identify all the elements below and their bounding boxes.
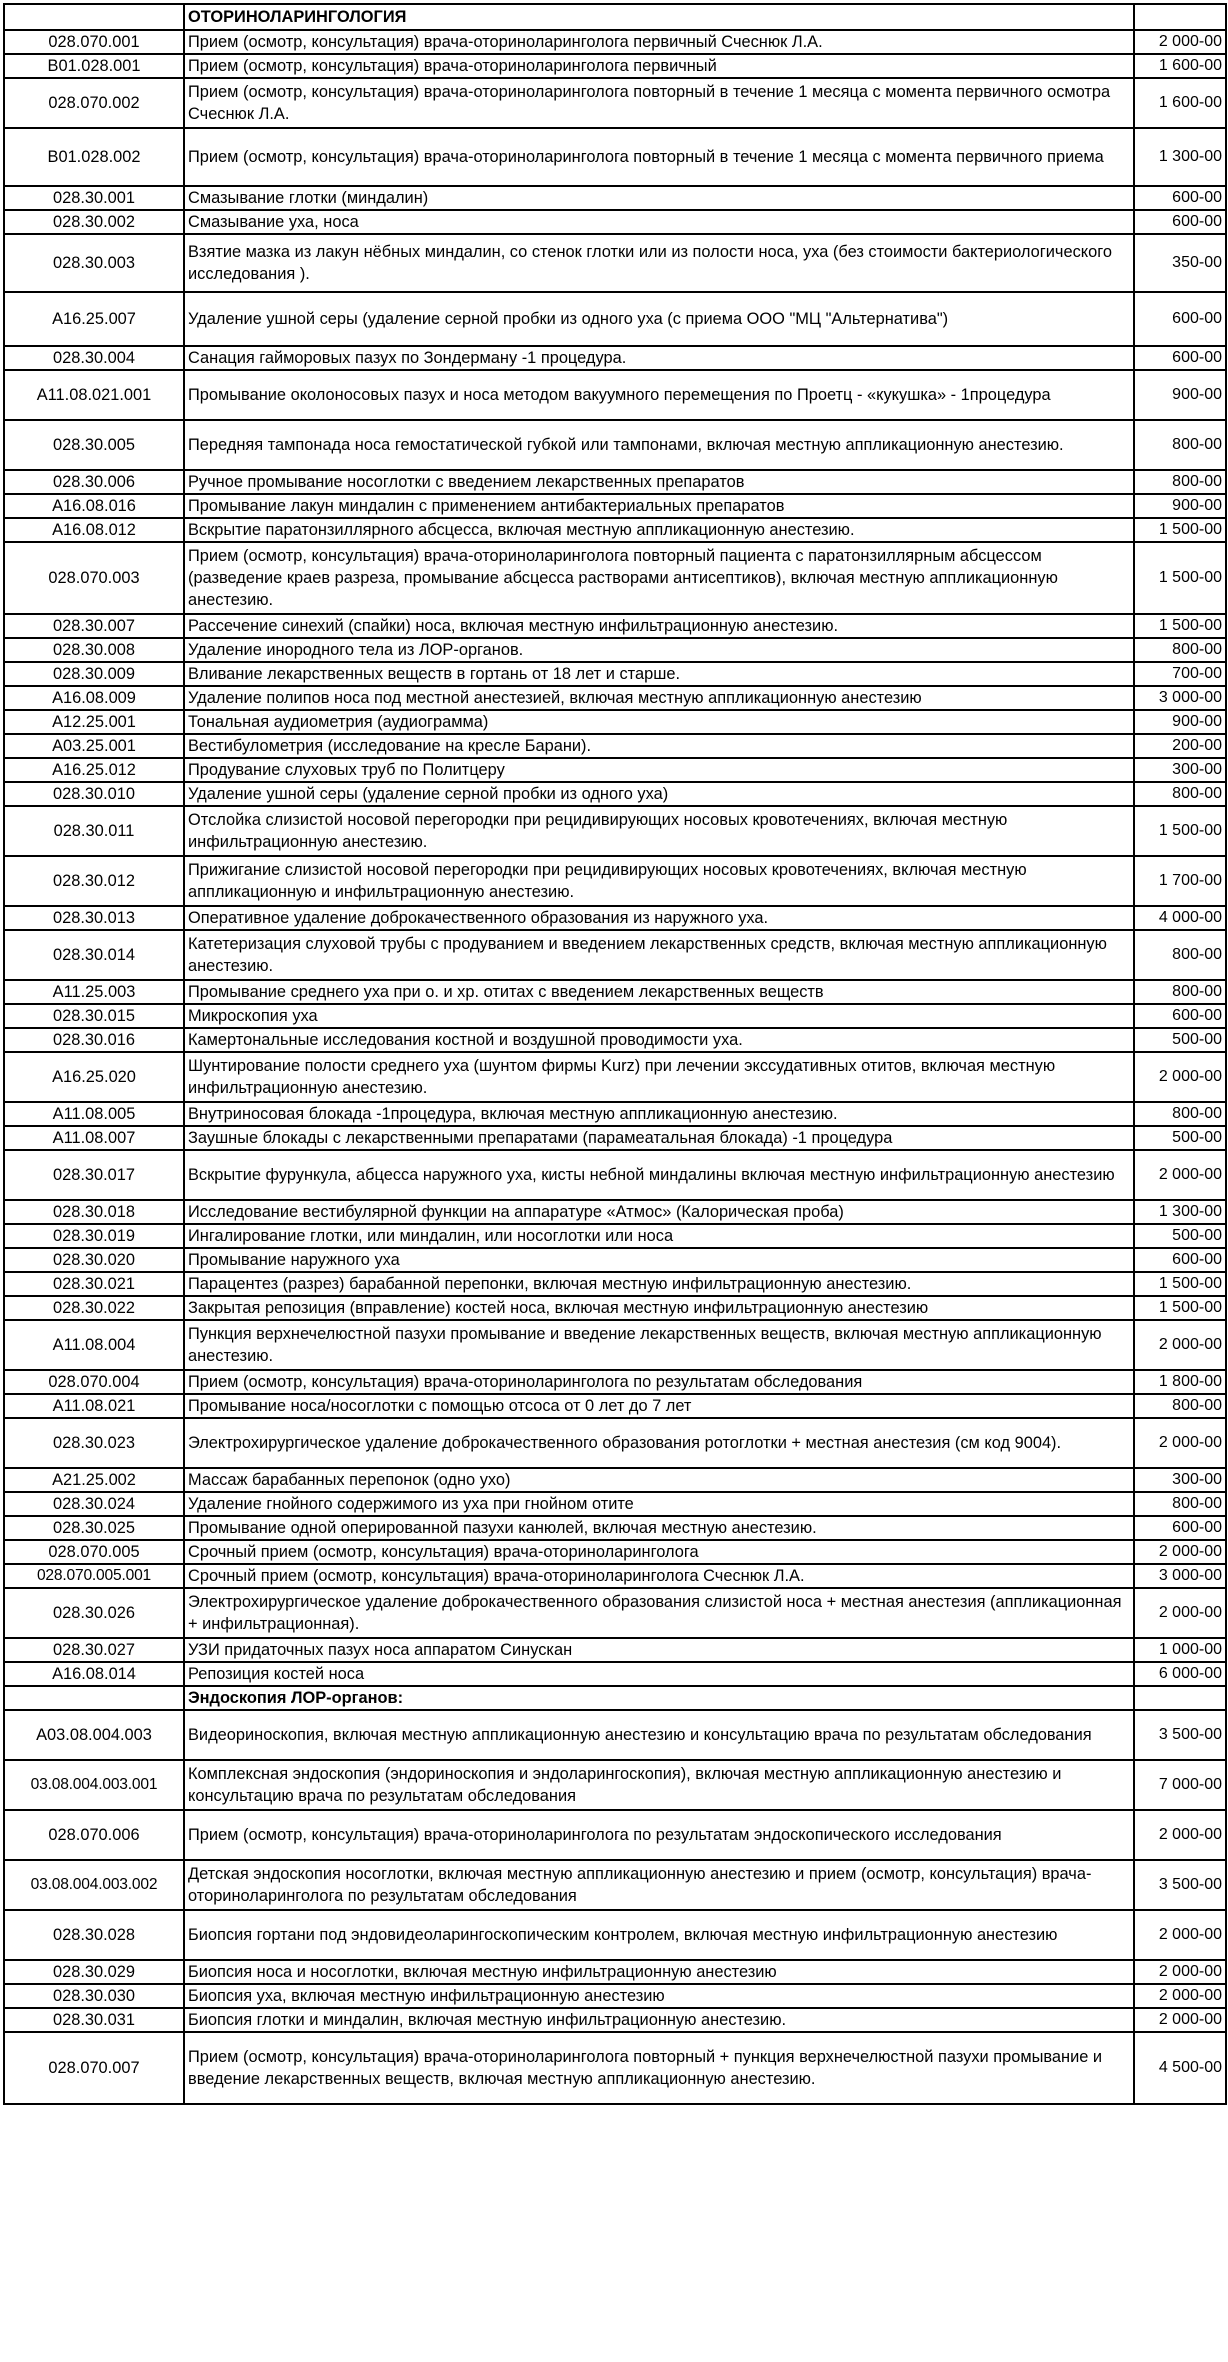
service-name: Массаж барабанных перепонок (одно ухо) [184, 1468, 1134, 1492]
service-name: Ингалирование глотки, или миндалин, или носоглотки или носа [184, 1224, 1134, 1248]
service-name: Удаление ушной серы (удаление серной пробки из одного уха) [184, 782, 1134, 806]
service-code: 03.08.004.003.002 [4, 1860, 184, 1910]
service-name: Камертональные исследования костной и воздушной проводимости уха. [184, 1028, 1134, 1052]
section-price-cell [1134, 1686, 1226, 1710]
price-list-body [4, 4, 1226, 2104]
service-price: 300-00 [1134, 758, 1226, 782]
service-code: 028.070.005.001 [4, 1564, 184, 1588]
service-row [4, 806, 1226, 856]
service-code: A11.08.004 [4, 1320, 184, 1370]
service-price: 3 500-00 [1134, 1710, 1226, 1760]
service-row [4, 292, 1226, 346]
service-name: Биопсия носа и носоглотки, включая местную инфильтрационную анестезию [184, 1960, 1134, 1984]
service-name: Прием (осмотр, консультация) врача-оториноларинголога повторный пациента с паратонзиллярным абсцессом (разведение краев разреза, промывание абсцесса растворами антисептиков), включая местную аппликационную анестезию. [184, 542, 1134, 614]
service-code: A16.08.014 [4, 1662, 184, 1686]
service-code: 028.30.020 [4, 1248, 184, 1272]
service-code: 028.30.029 [4, 1960, 184, 1984]
service-name: Электрохирургическое удаление доброкачественного образования ротоглотки + местная анестезия (см код 9004). [184, 1418, 1134, 1468]
service-name: Репозиция костей носа [184, 1662, 1134, 1686]
service-code: 028.30.031 [4, 2008, 184, 2032]
service-code: 028.30.016 [4, 1028, 184, 1052]
service-row [4, 1516, 1226, 1540]
service-price: 1 500-00 [1134, 518, 1226, 542]
service-row [4, 1272, 1226, 1296]
section-code-cell [4, 1686, 184, 1710]
service-price: 600-00 [1134, 292, 1226, 346]
service-name: УЗИ придаточных пазух носа аппаратом Синускан [184, 1638, 1134, 1662]
service-name: Электрохирургическое удаление доброкачественного образования слизистой носа + местная анестезия (аппликационная + инфильтрационная). [184, 1588, 1134, 1638]
service-code: 028.070.001 [4, 30, 184, 54]
service-name: Прием (осмотр, консультация) врача-оториноларинголога повторный + пункция верхнечелюстной пазухи промывание и введение лекарственных веществ, включая местную аппликационную анестезию. [184, 2032, 1134, 2104]
service-name: Промывание лакун миндалин с применением антибактериальных препаратов [184, 494, 1134, 518]
service-price: 2 000-00 [1134, 1960, 1226, 1984]
section-header-row [4, 4, 1226, 30]
service-name: Прием (осмотр, консультация) врача-оториноларинголога первичный Счеснюк Л.А. [184, 30, 1134, 54]
service-code: A16.25.020 [4, 1052, 184, 1102]
section-title: ОТОРИНОЛАРИНГОЛОГИЯ [184, 4, 1134, 30]
price-list-table [3, 3, 1227, 2105]
service-price: 600-00 [1134, 1516, 1226, 1540]
service-name: Прием (осмотр, консультация) врача-оториноларинголога по результатам обследования [184, 1370, 1134, 1394]
service-row [4, 856, 1226, 906]
service-name: Промывание одной оперированной пазухи канюлей, включая местную анестезию. [184, 1516, 1134, 1540]
service-name: Прием (осмотр, консультация) врача-оториноларинголога повторный в течение 1 месяца с момента первичного приема [184, 128, 1134, 186]
service-code: A12.25.001 [4, 710, 184, 734]
service-code: 028.30.021 [4, 1272, 184, 1296]
service-name: Промывание наружного уха [184, 1248, 1134, 1272]
service-price: 1 500-00 [1134, 542, 1226, 614]
service-code: A16.25.012 [4, 758, 184, 782]
service-row [4, 1394, 1226, 1418]
service-row [4, 1710, 1226, 1760]
service-row [4, 1910, 1226, 1960]
service-code: 028.30.008 [4, 638, 184, 662]
service-row [4, 1370, 1226, 1394]
service-price: 600-00 [1134, 1004, 1226, 1028]
service-code: 028.30.028 [4, 1910, 184, 1960]
service-price: 4 500-00 [1134, 2032, 1226, 2104]
service-name: Вливание лекарственных веществ в гортань от 18 лет и старше. [184, 662, 1134, 686]
service-name: Взятие мазка из лакун нёбных миндалин, со стенок глотки или из полости носа, уха (без стоимости бактериологического исследования ). [184, 234, 1134, 292]
service-code: A21.25.002 [4, 1468, 184, 1492]
service-code: 028.30.009 [4, 662, 184, 686]
service-name: Срочный прием (осмотр, консультация) врача-оториноларинголога Счеснюк Л.А. [184, 1564, 1134, 1588]
service-price: 600-00 [1134, 210, 1226, 234]
service-row [4, 370, 1226, 420]
service-price: 7 000-00 [1134, 1760, 1226, 1810]
service-row [4, 1492, 1226, 1516]
service-row [4, 1028, 1226, 1052]
service-name: Закрытая репозиция (вправление) костей носа, включая местную инфильтрационную анестезию [184, 1296, 1134, 1320]
service-row [4, 2032, 1226, 2104]
service-code: 028.30.002 [4, 210, 184, 234]
service-name: Оперативное удаление доброкачественного образования из наружного уха. [184, 906, 1134, 930]
section-price-cell [1134, 4, 1226, 30]
service-row [4, 1150, 1226, 1200]
service-row [4, 1588, 1226, 1638]
service-name: Прием (осмотр, консультация) врача-оториноларинголога повторный в течение 1 месяца с момента первичного осмотра Счеснюк Л.А. [184, 78, 1134, 128]
service-name: Удаление полипов носа под местной анестезией, включая местную аппликационную анестезию [184, 686, 1134, 710]
service-price: 900-00 [1134, 370, 1226, 420]
service-name: Пункция верхнечелюстной пазухи промывание и введение лекарственных веществ, включая местную аппликационную анестезию. [184, 1320, 1134, 1370]
service-code: 028.30.013 [4, 906, 184, 930]
service-price: 700-00 [1134, 662, 1226, 686]
service-row [4, 234, 1226, 292]
service-price: 1 500-00 [1134, 614, 1226, 638]
service-price: 2 000-00 [1134, 1418, 1226, 1468]
service-price: 600-00 [1134, 1248, 1226, 1272]
service-row [4, 1126, 1226, 1150]
service-row [4, 1418, 1226, 1468]
service-price: 1 800-00 [1134, 1370, 1226, 1394]
service-row [4, 1468, 1226, 1492]
service-price: 2 000-00 [1134, 2008, 1226, 2032]
service-name: Прижигание слизистой носовой перегородки при рецидивирующих носовых кровотечениях, включая местную аппликационную и инфильтрационную анестезию. [184, 856, 1134, 906]
service-price: 500-00 [1134, 1028, 1226, 1052]
service-price: 2 000-00 [1134, 1052, 1226, 1102]
service-row [4, 686, 1226, 710]
service-price: 800-00 [1134, 638, 1226, 662]
service-row [4, 980, 1226, 1004]
service-name: Рассечение синехий (спайки) носа, включая местную инфильтрационную анестезию. [184, 614, 1134, 638]
service-code: 028.30.027 [4, 1638, 184, 1662]
price-list-sheet [3, 3, 1225, 2105]
service-code: 028.070.006 [4, 1810, 184, 1860]
service-code: 028.070.007 [4, 2032, 184, 2104]
service-row [4, 1052, 1226, 1102]
service-row [4, 1004, 1226, 1028]
service-name: Исследование вестибулярной функции на аппаратуре «Атмос» (Калорическая проба) [184, 1200, 1134, 1224]
service-name: Прием (осмотр, консультация) врача-оториноларинголога по результатам эндоскопического исследования [184, 1810, 1134, 1860]
service-price: 1 000-00 [1134, 1638, 1226, 1662]
service-row [4, 1760, 1226, 1810]
service-name: Внутриносовая блокада -1процедура, включая местную аппликационную анестезию. [184, 1102, 1134, 1126]
service-code: 028.30.015 [4, 1004, 184, 1028]
service-price: 2 000-00 [1134, 1910, 1226, 1960]
service-price: 500-00 [1134, 1126, 1226, 1150]
service-code: 028.30.007 [4, 614, 184, 638]
service-price: 800-00 [1134, 1102, 1226, 1126]
service-code: A11.25.003 [4, 980, 184, 1004]
service-price: 1 500-00 [1134, 1296, 1226, 1320]
service-code: 028.30.003 [4, 234, 184, 292]
service-price: 1 600-00 [1134, 78, 1226, 128]
service-code: A11.08.021 [4, 1394, 184, 1418]
service-code: 028.30.010 [4, 782, 184, 806]
service-price: 900-00 [1134, 710, 1226, 734]
service-row [4, 614, 1226, 638]
service-row [4, 1102, 1226, 1126]
service-code: 028.30.001 [4, 186, 184, 210]
service-name: Тональная аудиометрия (аудиограмма) [184, 710, 1134, 734]
service-price: 1 300-00 [1134, 1200, 1226, 1224]
service-name: Смазывание глотки (миндалин) [184, 186, 1134, 210]
service-code: 028.30.014 [4, 930, 184, 980]
service-name: Заушные блокады с лекарственными препаратами (парамеатальная блокада) -1 процедура [184, 1126, 1134, 1150]
service-row [4, 1984, 1226, 2008]
service-name: Удаление гнойного содержимого из уха при гнойном отите [184, 1492, 1134, 1516]
service-row [4, 542, 1226, 614]
service-price: 200-00 [1134, 734, 1226, 758]
service-row [4, 1564, 1226, 1588]
service-price: 1 500-00 [1134, 1272, 1226, 1296]
service-code: A16.08.009 [4, 686, 184, 710]
service-code: A16.25.007 [4, 292, 184, 346]
service-name: Санация гайморовых пазух по Зондерману -1 процедура. [184, 346, 1134, 370]
service-price: 3 500-00 [1134, 1860, 1226, 1910]
service-price: 1 500-00 [1134, 806, 1226, 856]
service-code: A03.25.001 [4, 734, 184, 758]
service-price: 1 300-00 [1134, 128, 1226, 186]
service-code: A11.08.005 [4, 1102, 184, 1126]
service-name: Вскрытие фурункула, абцесса наружного уха, кисты небной миндалины включая местную инфильтрационную анестезию [184, 1150, 1134, 1200]
service-name: Видеориноскопия, включая местную аппликационную анестезию и консультацию врача по результатам обследования [184, 1710, 1134, 1760]
service-price: 800-00 [1134, 782, 1226, 806]
service-row [4, 54, 1226, 78]
service-price: 800-00 [1134, 470, 1226, 494]
service-row [4, 1224, 1226, 1248]
service-row [4, 1320, 1226, 1370]
service-code: 028.30.011 [4, 806, 184, 856]
service-name: Промывание околоносовых пазух и носа методом вакуумного перемещения по Проетц - «кукушка» - 1процедура [184, 370, 1134, 420]
service-name: Ручное промывание носоглотки с введением лекарственных препаратов [184, 470, 1134, 494]
service-row [4, 662, 1226, 686]
service-code: 028.070.005 [4, 1540, 184, 1564]
service-price: 800-00 [1134, 980, 1226, 1004]
section-title: Эндоскопия ЛОР-органов: [184, 1686, 1134, 1710]
service-row [4, 1248, 1226, 1272]
service-code: A16.08.012 [4, 518, 184, 542]
service-row [4, 710, 1226, 734]
service-code: 03.08.004.003.001 [4, 1760, 184, 1810]
service-name: Удаление ушной серы (удаление серной пробки из одного уха (с приема ООО "МЦ "Альтернатива") [184, 292, 1134, 346]
service-code: 028.30.026 [4, 1588, 184, 1638]
service-code: 028.30.030 [4, 1984, 184, 2008]
service-price: 2 000-00 [1134, 30, 1226, 54]
service-price: 600-00 [1134, 346, 1226, 370]
service-row [4, 758, 1226, 782]
service-code: B01.028.001 [4, 54, 184, 78]
service-name: Прием (осмотр, консультация) врача-оториноларинголога первичный [184, 54, 1134, 78]
service-price: 800-00 [1134, 1394, 1226, 1418]
service-row [4, 1200, 1226, 1224]
service-row [4, 1662, 1226, 1686]
service-price: 500-00 [1134, 1224, 1226, 1248]
service-row [4, 186, 1226, 210]
service-row [4, 210, 1226, 234]
service-name: Биопсия уха, включая местную инфильтрационную анестезию [184, 1984, 1134, 2008]
service-name: Промывание носа/носоглотки с помощью отсоса от 0 лет до 7 лет [184, 1394, 1134, 1418]
service-row [4, 1296, 1226, 1320]
service-price: 6 000-00 [1134, 1662, 1226, 1686]
service-row [4, 1810, 1226, 1860]
section-header-row [4, 1686, 1226, 1710]
service-row [4, 2008, 1226, 2032]
service-code: 028.070.003 [4, 542, 184, 614]
service-code: 028.30.019 [4, 1224, 184, 1248]
service-row [4, 128, 1226, 186]
service-code: 028.30.023 [4, 1418, 184, 1468]
service-code: 028.30.024 [4, 1492, 184, 1516]
service-price: 800-00 [1134, 930, 1226, 980]
service-price: 800-00 [1134, 1492, 1226, 1516]
service-name: Детская эндоскопия носоглотки, включая местную аппликационную анестезию и прием (осмотр, консультация) врача-оториноларинголога по результатам обследования [184, 1860, 1134, 1910]
service-price: 3 000-00 [1134, 1564, 1226, 1588]
service-name: Парацентез (разрез) барабанной перепонки, включая местную инфильтрационную анестезию. [184, 1272, 1134, 1296]
service-code: 028.070.004 [4, 1370, 184, 1394]
service-row [4, 1860, 1226, 1910]
service-code: A11.08.021.001 [4, 370, 184, 420]
service-code: 028.30.025 [4, 1516, 184, 1540]
service-price: 600-00 [1134, 186, 1226, 210]
service-price: 2 000-00 [1134, 1320, 1226, 1370]
service-name: Катетеризация слуховой трубы с продуванием и введением лекарственных средств, включая местную аппликационную анестезию. [184, 930, 1134, 980]
service-name: Микроскопия уха [184, 1004, 1134, 1028]
service-name: Вестибулометрия (исследование на кресле Барани). [184, 734, 1134, 758]
service-price: 2 000-00 [1134, 1588, 1226, 1638]
service-name: Удаление инородного тела из ЛОР-органов. [184, 638, 1134, 662]
service-price: 300-00 [1134, 1468, 1226, 1492]
service-row [4, 1540, 1226, 1564]
service-row [4, 638, 1226, 662]
service-row [4, 470, 1226, 494]
service-row [4, 346, 1226, 370]
service-row [4, 518, 1226, 542]
service-row [4, 734, 1226, 758]
service-name: Комплексная эндоскопия (эндориноскопия и эндоларингоскопия), включая местную аппликационную анестезию и консультацию врача по результатам обследования [184, 1760, 1134, 1810]
service-code: 028.30.022 [4, 1296, 184, 1320]
service-name: Продувание слуховых труб по Политцеру [184, 758, 1134, 782]
service-row [4, 782, 1226, 806]
service-name: Промывание среднего уха при о. и хр. отитах с введением лекарственных веществ [184, 980, 1134, 1004]
section-code-cell [4, 4, 184, 30]
service-row [4, 30, 1226, 54]
service-name: Биопсия глотки и миндалин, включая местную инфильтрационную анестезию. [184, 2008, 1134, 2032]
service-price: 2 000-00 [1134, 1810, 1226, 1860]
service-row [4, 78, 1226, 128]
service-row [4, 1960, 1226, 1984]
service-row [4, 1638, 1226, 1662]
service-code: 028.30.018 [4, 1200, 184, 1224]
service-price: 900-00 [1134, 494, 1226, 518]
service-row [4, 906, 1226, 930]
service-price: 1 700-00 [1134, 856, 1226, 906]
service-code: A16.08.016 [4, 494, 184, 518]
service-code: 028.070.002 [4, 78, 184, 128]
service-price: 350-00 [1134, 234, 1226, 292]
service-row [4, 494, 1226, 518]
service-row [4, 420, 1226, 470]
service-code: A11.08.007 [4, 1126, 184, 1150]
service-code: 028.30.005 [4, 420, 184, 470]
service-price: 4 000-00 [1134, 906, 1226, 930]
service-price: 1 600-00 [1134, 54, 1226, 78]
service-row [4, 930, 1226, 980]
service-code: 028.30.012 [4, 856, 184, 906]
service-name: Биопсия гортани под эндовидеоларингоскопическим контролем, включая местную инфильтрационную анестезию [184, 1910, 1134, 1960]
service-code: 028.30.006 [4, 470, 184, 494]
service-price: 2 000-00 [1134, 1150, 1226, 1200]
service-name: Смазывание уха, носа [184, 210, 1134, 234]
service-name: Шунтирование полости среднего уха (шунтом фирмы Kurz) при лечении экссудативных отитов, включая местную инфильтрационную анестезию. [184, 1052, 1134, 1102]
service-name: Срочный прием (осмотр, консультация) врача-оториноларинголога [184, 1540, 1134, 1564]
service-name: Вскрытие паратонзиллярного абсцесса, включая местную аппликационную анестезию. [184, 518, 1134, 542]
service-price: 3 000-00 [1134, 686, 1226, 710]
service-price: 2 000-00 [1134, 1984, 1226, 2008]
service-code: A03.08.004.003 [4, 1710, 184, 1760]
service-code: B01.028.002 [4, 128, 184, 186]
service-price: 800-00 [1134, 420, 1226, 470]
service-name: Передняя тампонада носа гемостатической губкой или тампонами, включая местную аппликационную анестезию. [184, 420, 1134, 470]
service-name: Отслойка слизистой носовой перегородки при рецидивирующих носовых кровотечениях, включая местную инфильтрационную анестезию. [184, 806, 1134, 856]
service-code: 028.30.004 [4, 346, 184, 370]
service-price: 2 000-00 [1134, 1540, 1226, 1564]
service-code: 028.30.017 [4, 1150, 184, 1200]
